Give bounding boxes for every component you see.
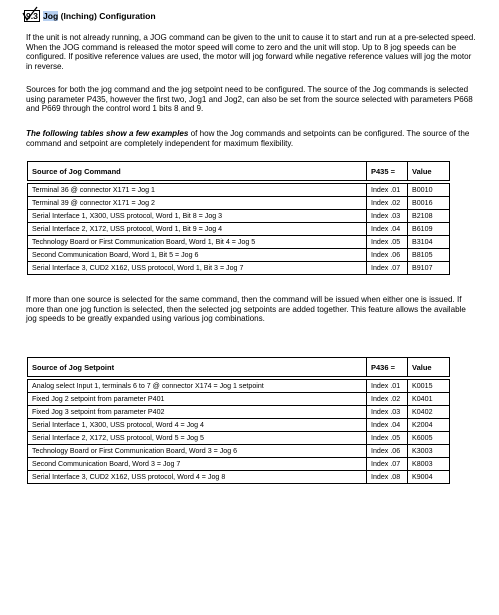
table-row — [28, 458, 450, 471]
table-cell: Index .06 — [367, 249, 408, 262]
table-cell: K6005 — [408, 432, 450, 445]
table-cell: Technology Board or First Communication Board, Word 3 = Jog 6 — [28, 445, 367, 458]
table-cell: Index .06 — [367, 445, 408, 458]
section-number: 9.3 — [26, 11, 38, 21]
table-cell: Serial Interface 3, CUD2 X162, USS protocol, Word 1, Bit 3 = Jog 7 — [28, 262, 367, 275]
multiple-sources-paragraph: If more than one source is selected for the same command, then the command will be issued when either one is issued. If more than one jog function is selected, then the selected jog setpoints are added together. This feature allows the available jog speeds to be greatly expanded using various jog combinations. — [26, 295, 466, 324]
table-cell: Second Communication Board, Word 1, Bit 5 = Jog 6 — [28, 249, 367, 262]
table-cell: K9004 — [408, 471, 450, 484]
table-cell: K0015 — [408, 380, 450, 393]
table-row — [28, 223, 450, 236]
jog-command-table — [27, 161, 450, 275]
table-cell: Index .03 — [367, 210, 408, 223]
table-cell: K0402 — [408, 406, 450, 419]
table-cell: K8003 — [408, 458, 450, 471]
table-cell: Index .01 — [367, 184, 408, 197]
table-row — [28, 262, 450, 275]
table-cell: Index .08 — [367, 471, 408, 484]
table-cell: K3003 — [408, 445, 450, 458]
table-cell: K2004 — [408, 419, 450, 432]
table-cell: B0010 — [408, 184, 450, 197]
table-cell: Index .05 — [367, 236, 408, 249]
table-cell: Index .02 — [367, 393, 408, 406]
tables-intro-emphasis: The following tables show a few examples — [26, 129, 189, 138]
table-row — [28, 432, 450, 445]
jog-setpoint-table — [27, 357, 450, 484]
table-header-row — [28, 358, 450, 377]
table-cell: B9107 — [408, 262, 450, 275]
column-header: P435 = — [367, 162, 408, 181]
table-row — [28, 406, 450, 419]
table-cell: Index .04 — [367, 223, 408, 236]
table-cell: Second Communication Board, Word 3 = Jog 7 — [28, 458, 367, 471]
column-header: Source of Jog Setpoint — [28, 358, 367, 377]
table-row — [28, 197, 450, 210]
table-row — [28, 249, 450, 262]
table-row — [28, 393, 450, 406]
sources-paragraph: Sources for both the jog command and the jog setpoint need to be configured. The source of the Jog commands is selected using parameter P435, however the first two, Jog1 and Jog2, can also be set from the source selected with parameters P668 and P669 through the control word 1 bits 8 and 9. — [26, 85, 473, 114]
table-row — [28, 445, 450, 458]
table-cell: Index .01 — [367, 380, 408, 393]
table-cell: Serial Interface 3, CUD2 X162, USS protocol, Word 4 = Jog 8 — [28, 471, 367, 484]
table-cell: B0016 — [408, 197, 450, 210]
table-cell: Index .07 — [367, 262, 408, 275]
table-cell: Terminal 36 @ connector X171 = Jog 1 — [28, 184, 367, 197]
table-cell: B2108 — [408, 210, 450, 223]
column-header: Value — [408, 162, 450, 181]
table-cell: Serial Interface 1, X300, USS protocol, Word 1, Bit 8 = Jog 3 — [28, 210, 367, 223]
column-header: Source of Jog Command — [28, 162, 367, 181]
table-row — [28, 236, 450, 249]
section-heading — [24, 10, 156, 22]
table-cell: Serial Interface 1, X300, USS protocol, Word 4 = Jog 4 — [28, 419, 367, 432]
table-cell: B3104 — [408, 236, 450, 249]
column-header: P436 = — [367, 358, 408, 377]
tables-intro-paragraph — [26, 129, 478, 148]
table-cell: Terminal 39 @ connector X171 = Jog 2 — [28, 197, 367, 210]
section-title: (Inching) Configuration — [58, 11, 156, 21]
table-cell: Serial Interface 2, X172, USS protocol, Word 5 = Jog 5 — [28, 432, 367, 445]
table-cell: Analog select Input 1, terminals 6 to 7 @ connector X174 = Jog 1 setpoint — [28, 380, 367, 393]
table-cell: Technology Board or First Communication Board, Word 1, Bit 4 = Jog 5 — [28, 236, 367, 249]
table-cell: Fixed Jog 2 setpoint from parameter P401 — [28, 393, 367, 406]
table-row — [28, 471, 450, 484]
table-cell: Index .05 — [367, 432, 408, 445]
tables-intro-text: of how the Jog commands and setpoints can be configured. The source of the command and setpoint are completely independent for maximum flexibility. — [26, 129, 470, 148]
table-cell: Index .04 — [367, 419, 408, 432]
section-title-highlight: Jog — [42, 11, 59, 21]
table-cell: Fixed Jog 3 setpoint from parameter P402 — [28, 406, 367, 419]
table-header-row — [28, 162, 450, 181]
table-row — [28, 184, 450, 197]
table-row — [28, 419, 450, 432]
intro-paragraph: If the unit is not already running, a JOG command can be given to the unit to cause it to start and run at a pre-selected speed. When the JOG command is released the motor speed will come to zero and the unit will stop. Up to 8 jog speeds can be configured. If positive reference values are used, the motor will jog forward while negative reference values will jog the motor in reverse. — [26, 33, 476, 71]
table-cell: Index .02 — [367, 197, 408, 210]
table-cell: B8105 — [408, 249, 450, 262]
table-row — [28, 210, 450, 223]
table-cell: K0401 — [408, 393, 450, 406]
table-cell: Serial Interface 2, X172, USS protocol, Word 1, Bit 9 = Jog 4 — [28, 223, 367, 236]
column-header: Value — [408, 358, 450, 377]
table-cell: Index .07 — [367, 458, 408, 471]
table-cell: Index .03 — [367, 406, 408, 419]
table-row — [28, 380, 450, 393]
table-cell: B6109 — [408, 223, 450, 236]
